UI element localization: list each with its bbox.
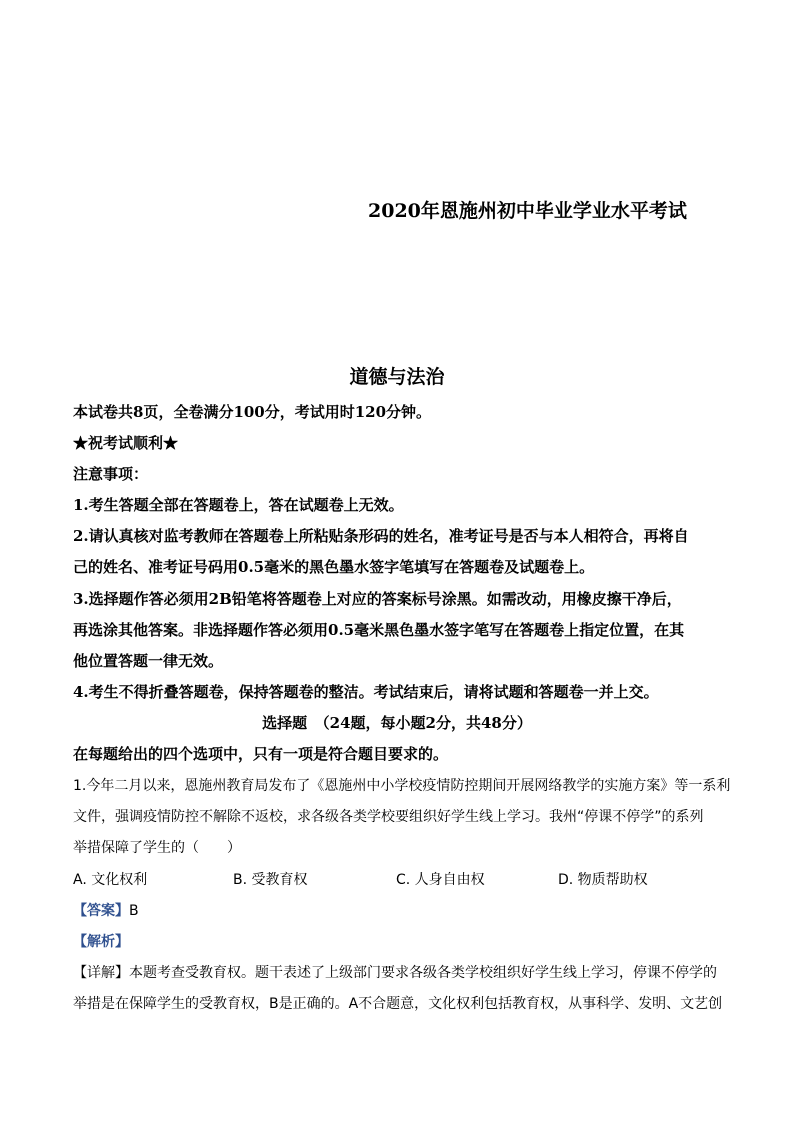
answer-tag: 【答案】 <box>73 903 129 919</box>
section-instruction: 在每题给出的四个选项中，只有一项是符合题目要求的。 <box>73 745 449 763</box>
detail-text-1: 本题考查受教育权。题干表述了上级部门要求各级各类学校组织好学生线上学习，停课不停学的 <box>129 965 717 981</box>
note-item-2-line2: 己的姓名、准考证号码用0.5毫米的黑色墨水签字笔填写在答题卷及试题卷上。 <box>73 558 595 576</box>
note-item-4: 4.考生不得折叠答题卷，保持答题卷的整洁。考试结束后，请将试题和答题卷一并上交。 <box>73 683 659 701</box>
question-1-line1: 1.今年二月以来，恩施州教育局发布了《恩施州中小学校疫情防控期间开展网络教学的实施方案》等一系利 <box>73 778 731 794</box>
option-a: A. 文化权利 <box>73 872 148 888</box>
note-item-2-line1: 2.请认真核对监考教师在答题卷上所粘贴条形码的姓名，准考证号是否与本人相符合，再将自 <box>73 527 689 545</box>
detail-line1 <box>73 962 717 982</box>
note-item-1: 1.考生答题全部在答题卷上，答在试题卷上无效。 <box>73 496 404 514</box>
exam-title: 2020年恩施州初中毕业学业水平考试 <box>368 200 687 222</box>
detail-line2: 举措是在保障学生的受教育权，B是正确的。A不合题意，文化权利包括教育权，从事科学、发明、文艺创 <box>73 996 723 1012</box>
note-item-3-line2: 再选涂其他答案。非选择题作答必须用0.5毫米黑色墨水签字笔写在答题卷上指定位置，在其 <box>73 621 685 639</box>
note-item-3-line3: 他位置答题一律无效。 <box>73 652 224 670</box>
blessing: ★祝考试顺利★ <box>73 434 179 452</box>
option-d: D. 物质帮助权 <box>558 872 648 888</box>
analysis-tag: 【解析】 <box>73 934 129 950</box>
answer-line <box>73 900 139 920</box>
subject-title: 道德与法治 <box>349 366 445 388</box>
question-1-line2: 文件，强调疫情防控不解除不返校，求各级各类学校要组织好学生线上学习。我州“停课不停学”的系列 <box>73 809 704 825</box>
note-item-3-line1: 3.选择题作答必须用2B铅笔将答题卷上对应的答案标号涂黑。如需改动，用橡皮擦干净后， <box>73 590 682 608</box>
notes-heading: 注意事项： <box>73 465 149 483</box>
section-heading: 选择题 （24题，每小题2分，共48分） <box>262 714 532 732</box>
question-1-line3: 举措保障了学生的（ ） <box>73 840 241 856</box>
detail-tag: 【详解】 <box>73 965 129 981</box>
option-b: B. 受教育权 <box>233 872 308 888</box>
answer-value: B <box>129 903 139 919</box>
option-c: C. 人身自由权 <box>396 872 485 888</box>
exam-info: 本试卷共8页，全卷满分100分，考试用时120分钟。 <box>73 403 432 421</box>
